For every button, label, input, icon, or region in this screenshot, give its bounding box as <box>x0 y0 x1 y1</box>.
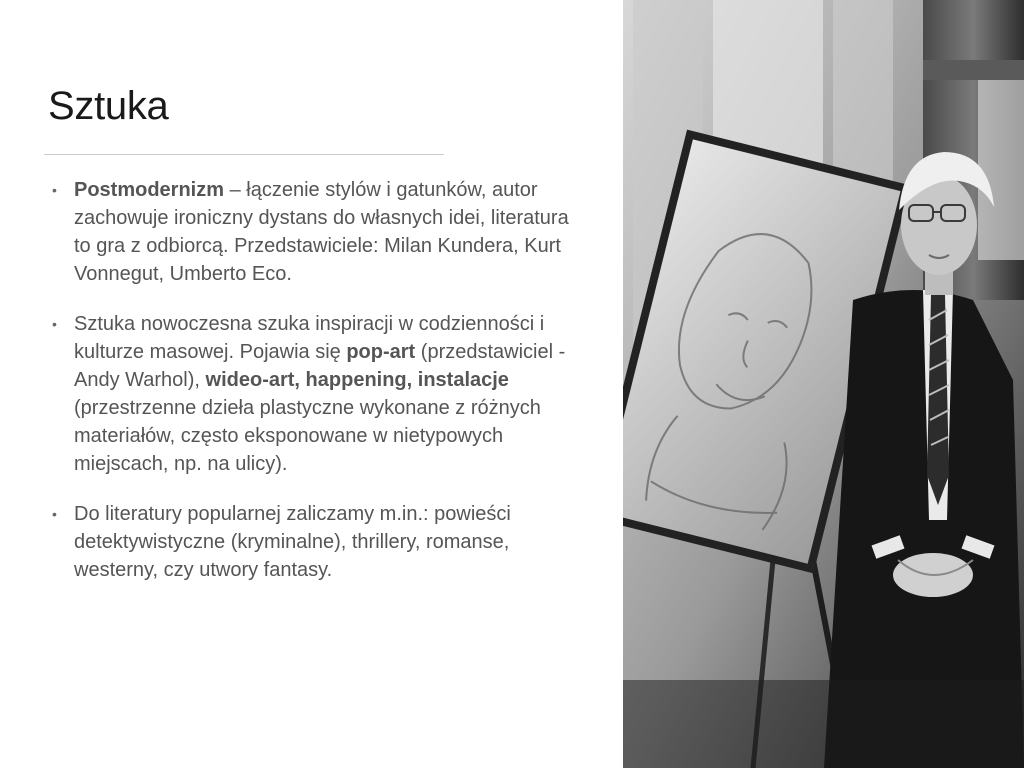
bold-term: wideo-art, happening, instalacje <box>205 369 509 391</box>
bullet-text-segment: (przedstawiciel - Andy Warhol), <box>74 341 566 391</box>
bullet-text-segment: (przestrzenne dzieła plastyczne wykonane z różnych materiałów, często eksponowane w nietypowych miejscach, np. na ulicy). <box>74 397 541 475</box>
bullet-marker: • <box>52 182 57 198</box>
bold-term: pop-art <box>346 341 416 363</box>
bullet-text <box>74 313 565 475</box>
bullet-text <box>74 179 569 285</box>
bullet-item <box>48 500 588 584</box>
bullet-text <box>74 503 511 581</box>
slide-title: Sztuka <box>48 84 169 128</box>
bullet-text-segment: Sztuka nowoczesna szuka inspiracji w codzienności i kulturze masowej. Pojawia się <box>74 313 545 363</box>
bullet-list <box>48 176 588 606</box>
bold-term: Postmodernizm <box>74 179 225 201</box>
andy-warhol-photo <box>623 0 1024 768</box>
bullet-marker: • <box>52 506 57 522</box>
bullet-text-segment: – łączenie stylów i gatunków, autor zachowuje ironiczny dystans do własnych idei, literatura to gra z odbiorcą. Przedstawiciele: Milan Kundera, Kurt Vonnegut, Umberto Eco. <box>74 179 569 285</box>
bullet-item <box>48 310 588 478</box>
title-divider <box>44 154 444 155</box>
bullet-marker: • <box>52 316 57 332</box>
bullet-item <box>48 176 588 288</box>
bullet-text-segment: Do literatury popularnej zaliczamy m.in.: powieści detektywistyczne (kryminalne), thrillery, romanse, westerny, czy utwory fantasy. <box>74 503 511 581</box>
